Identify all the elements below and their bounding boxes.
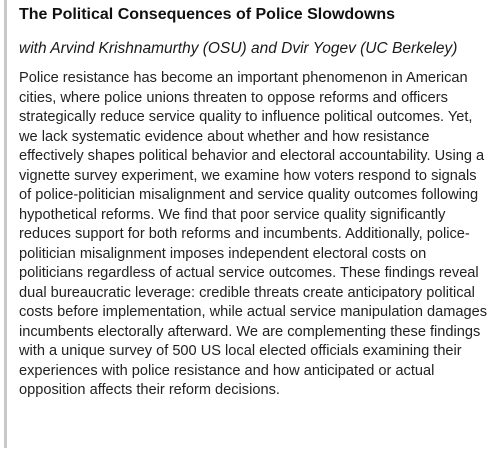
paper-title: The Political Consequences of Police Slowdowns [19, 6, 396, 23]
paper-entry [4, 0, 494, 448]
paper-abstract: Police resistance has become an important phenomenon in American cities, where police unions threaten to oppose reforms and officers strategically reduce service quality to influence political outcomes. Yet, we lack systematic evidence about whether and how resistance effectively shapes political behavior and electoral accountability. Using a vignette survey experiment, we examine how voters respond to signals of police-politician misalignment and service quality outcomes following hypothetical reforms. We find that poor service quality significantly reduces support for both reforms and incumbents. Additionally, police-politician misalignment imposes independent electoral costs on politicians regardless of actual service outcomes. These findings reveal dual bureaucratic leverage: credible threats create anticipatory political costs before implementation, while actual service manipulation damages incumbents electorally afterward. We are complementing these findings with a unique survey of 500 US local elected officials examining their experiences with police resistance and how anticipated or actual opposition affects their reform decisions. [19, 70, 488, 398]
paper-authors: with Arvind Krishnamurthy (OSU) and Dvir Yogev (UC Berkeley) [19, 40, 458, 57]
